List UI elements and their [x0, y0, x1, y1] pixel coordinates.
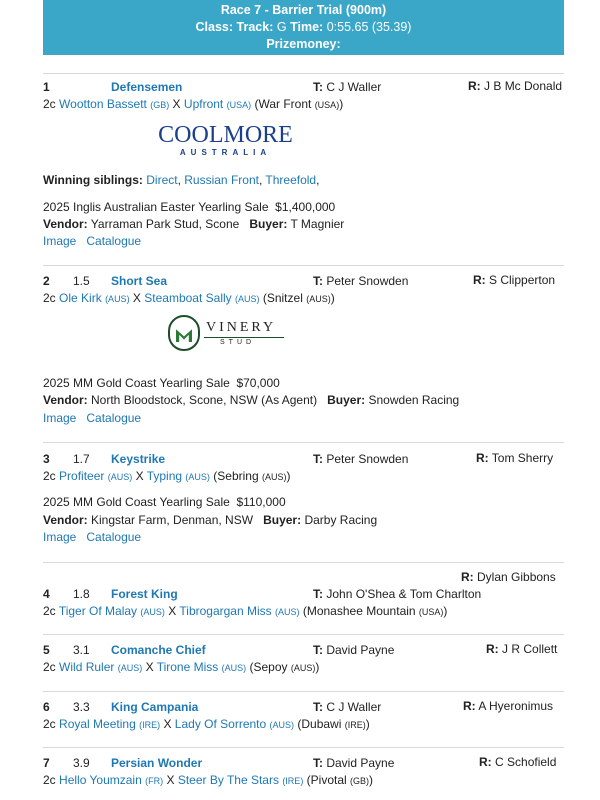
sire-link[interactable]: Wootton Bassett — [59, 97, 147, 111]
image-link[interactable]: Image — [43, 234, 77, 248]
catalogue-link[interactable]: Catalogue — [86, 411, 142, 425]
runner-number: 6 — [43, 700, 50, 714]
dam-link[interactable]: Tirone Miss — [156, 660, 219, 674]
pedigree: 2c Profiteer (AUS) X Typing (AUS) (Sebring (AUS)) — [43, 469, 291, 483]
pedigree: 2c Hello Youmzain (FR) X Steer By The Stars (IRE) (Pivotal (GB)) — [43, 773, 374, 787]
sire-link[interactable]: Profiteer — [59, 469, 105, 483]
image-link[interactable]: Image — [43, 530, 77, 544]
trainer: T: David Payne — [313, 643, 395, 657]
entry-links — [43, 530, 141, 544]
entry-divider — [43, 73, 564, 74]
sire-link[interactable]: Hello Youmzain — [59, 773, 142, 787]
pedigree: 2c Wild Ruler (AUS) X Tirone Miss (AUS) (Sepoy (AUS)) — [43, 660, 320, 674]
horse-name-link[interactable]: King Campania — [111, 700, 199, 714]
race-header — [43, 0, 564, 55]
entry-divider — [43, 634, 564, 635]
sire-link[interactable]: Wild Ruler — [59, 660, 115, 674]
trainer: T: Peter Snowden — [313, 452, 409, 466]
entry-links — [43, 234, 141, 248]
entry-divider — [43, 747, 564, 748]
sire-link[interactable]: Royal Meeting — [59, 717, 136, 731]
rider: R: S Clipperton — [473, 273, 556, 287]
rider: R: Tom Sherry — [476, 451, 554, 465]
sale-info: 2025 MM Gold Coast Yearling Sale $70,000 — [43, 376, 280, 390]
race-class-track-time: Class: Track: G Time: 0:55.65 (35.39) — [195, 20, 412, 34]
entry-divider — [43, 691, 564, 692]
dam-link[interactable]: Steer By The Stars — [177, 773, 279, 787]
pedigree: 2c Royal Meeting (IRE) X Lady Of Sorrento (AUS) (Dubawi (IRE)) — [43, 717, 370, 731]
vendor-buyer: Vendor: Yarraman Park Stud, Scone Buyer: T Magnier — [43, 217, 345, 231]
runner-number: 2 — [43, 274, 50, 288]
entry-links — [43, 411, 141, 425]
race-title: Race 7 - Barrier Trial (900m) — [220, 3, 387, 17]
runner-number: 4 — [43, 587, 50, 601]
sibling-link[interactable]: Russian Front — [184, 173, 259, 187]
entry-divider — [43, 562, 564, 563]
horse-name-link[interactable]: Persian Wonder — [111, 756, 203, 770]
entry-divider — [43, 442, 564, 443]
sale-info: 2025 Inglis Australian Easter Yearling Sale $1,400,000 — [43, 200, 336, 214]
vinery-emblem-icon — [168, 315, 200, 351]
odds: 3.9 — [73, 756, 90, 770]
odds: 1.7 — [73, 452, 90, 466]
horse-name-link[interactable]: Comanche Chief — [111, 643, 206, 657]
trainer: T: David Payne — [313, 756, 395, 770]
rider: R: Dylan Gibbons — [461, 570, 556, 584]
odds: 3.3 — [73, 700, 90, 714]
pedigree: 2c Wootton Bassett (GB) X Upfront (USA) (War Front (USA)) — [43, 97, 344, 111]
runner-number: 1 — [43, 80, 50, 94]
trainer: T: John O'Shea & Tom Charlton — [313, 587, 482, 601]
dam-link[interactable]: Lady Of Sorrento — [174, 717, 267, 731]
dam-link[interactable]: Steamboat Sally — [144, 291, 232, 305]
winning-siblings: Winning siblings: Direct, Russian Front, Threefold, — [43, 173, 320, 187]
horse-name-link[interactable]: Forest King — [111, 587, 178, 601]
image-link[interactable]: Image — [43, 411, 77, 425]
rider: R: C Schofield — [479, 755, 557, 769]
dam-link[interactable]: Upfront — [183, 97, 224, 111]
sale-info: 2025 MM Gold Coast Yearling Sale $110,000 — [43, 495, 286, 509]
sibling-link[interactable]: Direct — [146, 173, 178, 187]
runner-number: 3 — [43, 452, 50, 466]
odds: 3.1 — [73, 643, 90, 657]
race-prizemoney: Prizemoney: — [266, 37, 341, 51]
sibling-link[interactable]: Threefold — [265, 173, 317, 187]
catalogue-link[interactable]: Catalogue — [86, 234, 142, 248]
rider: R: A Hyeronimus — [463, 699, 554, 713]
horse-name-link[interactable]: Keystrike — [111, 452, 166, 466]
horse-name-link[interactable]: Defensemen — [111, 80, 183, 94]
pedigree: 2c Tiger Of Malay (AUS) X Tibrogargan Miss (AUS) (Monashee Mountain (USA)) — [43, 604, 448, 618]
sire-link[interactable]: Tiger Of Malay — [58, 604, 138, 618]
horse-name-link[interactable]: Short Sea — [111, 274, 168, 288]
trainer: T: Peter Snowden — [313, 274, 409, 288]
catalogue-link[interactable]: Catalogue — [86, 530, 142, 544]
coolmore-logo: COOLMORE AUSTRALIA — [158, 122, 293, 157]
dam-link[interactable]: Tibrogargan Miss — [179, 604, 272, 618]
rider: R: J B Mc Donald — [468, 79, 563, 93]
runner-number: 7 — [43, 756, 50, 770]
odds: 1.8 — [73, 587, 90, 601]
odds: 1.5 — [73, 274, 90, 288]
vendor-buyer: Vendor: Kingstar Farm, Denman, NSW Buyer: Darby Racing — [43, 513, 378, 527]
vinery-stud-logo: VINERY STUD — [168, 314, 286, 356]
pedigree: 2c Ole Kirk (AUS) X Steamboat Sally (AUS) (Snitzel (AUS)) — [43, 291, 335, 305]
dam-link[interactable]: Typing — [146, 469, 183, 483]
trainer: T: C J Waller — [313, 80, 382, 94]
vendor-buyer: Vendor: North Bloodstock, Scone, NSW (As Agent) Buyer: Snowden Racing — [43, 393, 460, 407]
trainer: T: C J Waller — [313, 700, 382, 714]
sire-link[interactable]: Ole Kirk — [59, 291, 102, 305]
runner-number: 5 — [43, 643, 50, 657]
entry-divider — [43, 265, 564, 266]
rider: R: J R Collett — [486, 642, 558, 656]
